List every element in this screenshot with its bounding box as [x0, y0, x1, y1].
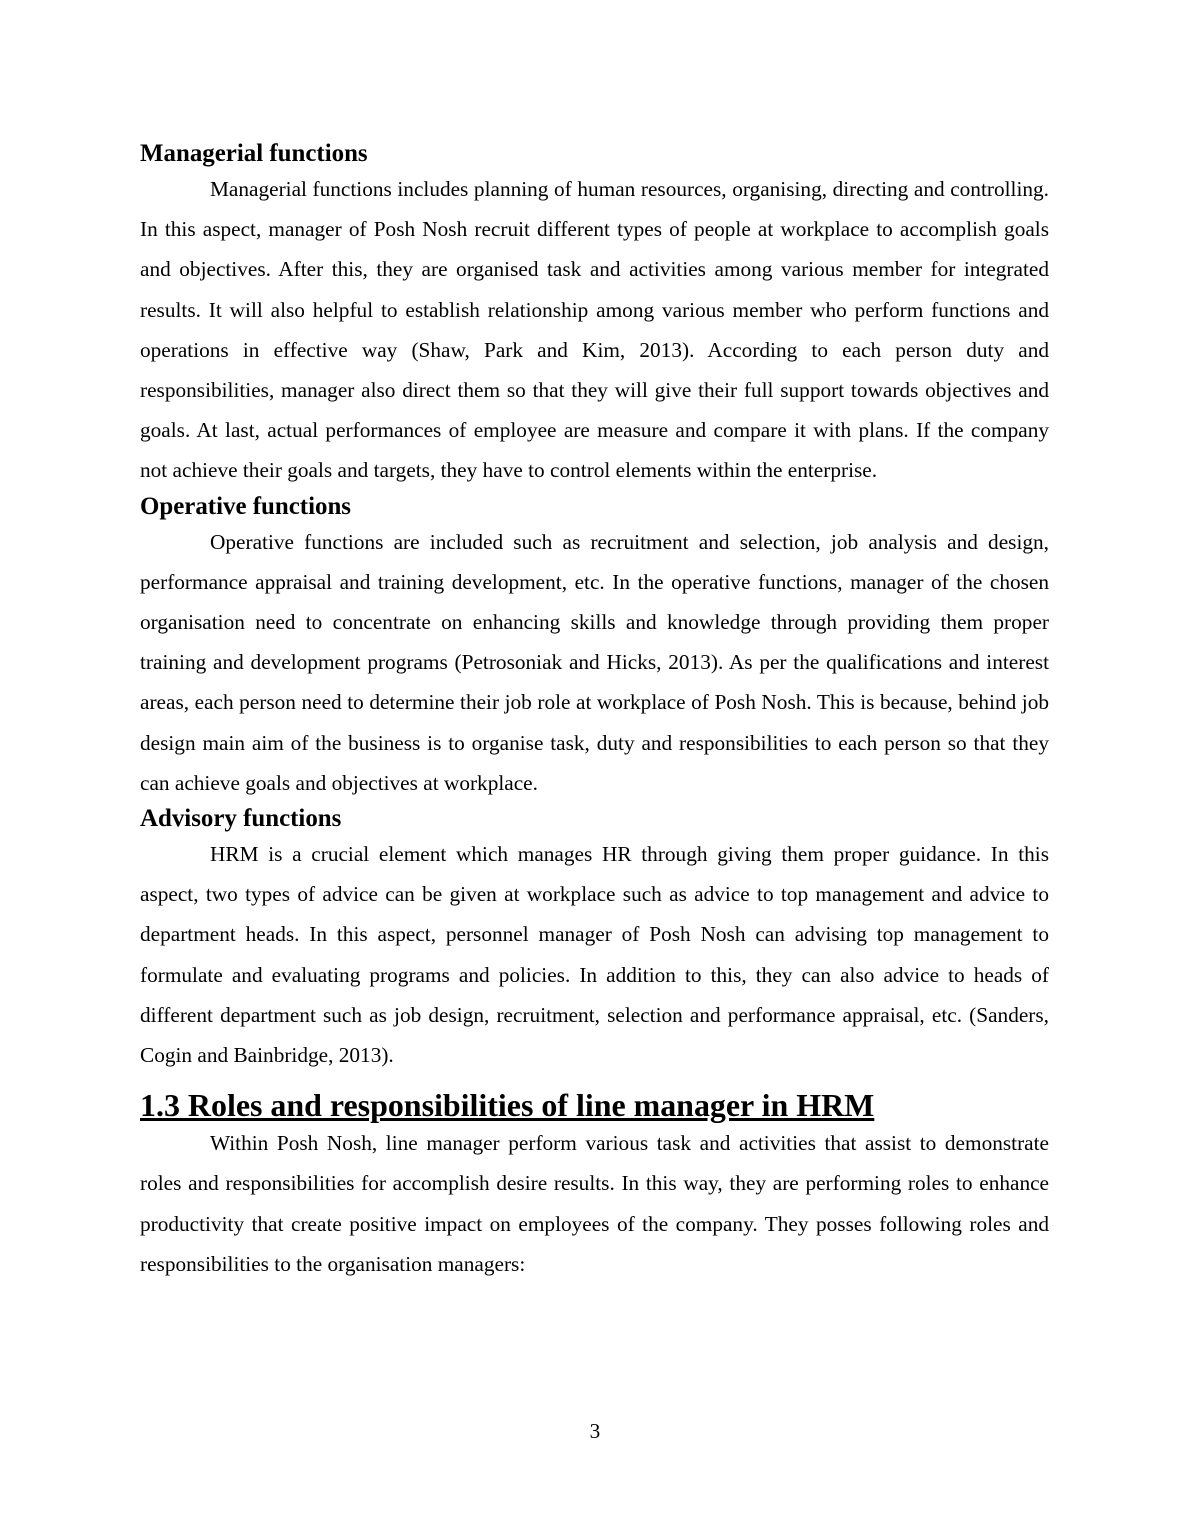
paragraph-managerial: Managerial functions includes planning of human resources, organising, directing and controlling. In this aspect, manager of Posh Nosh recruit different types of people at workplace to accomplish goals and objectives. After this, they are organised task and activities among various member for integrated results. It will also helpful to establish relationship among various member who perform functions and operations in effective way (Shaw, Park and Kim, 2013). According to each person duty and responsibilities, manager also direct them so that they will give their full support towards objectives and goals. At last, actual performances of employee are measure and compare it with plans. If the company not achieve their goals and targets, they have to control elements within the enterprise.	[140, 177, 1049, 483]
paragraph-line-manager: Within Posh Nosh, line manager perform various task and activities that assist to demonstrate roles and responsibilities for accomplish desire results. In this way, they are performing roles to enhance productivity that create positive impact on employees of the company. They posses following roles and responsibilities to the organisation managers:	[140, 1131, 1049, 1276]
paragraph-operative: Operative functions are included such as recruitment and selection, job analysis and design, performance appraisal and training development, etc. In the operative functions, manager of the chosen organisation need to concentrate on enhancing skills and knowledge through providing them proper training and development programs (Petrosoniak and Hicks, 2013). As per the qualifications and interest areas, each person need to determine their job role at workplace of Posh Nosh. This is because, behind job design main aim of the business is to organise task, duty and responsibilities to each person so that they can achieve goals and objectives at workplace.	[140, 529, 1049, 795]
document-page	[140, 138, 1049, 1284]
subsection-title: 1.3 Roles and responsibilities of line manager in HRM	[140, 1088, 875, 1124]
paragraph-advisory: HRM is a crucial element which manages HR through giving them proper guidance. In this aspect, two types of advice can be given at workplace such as advice to top management and advice to department heads. In this aspect, personnel manager of Posh Nosh can advising top management to formulate and evaluating programs and policies. In addition to this, they can also advice to heads of different department such as job design, recruitment, selection and performance appraisal, etc. (Sanders, Cogin and Bainbridge, 2013).	[140, 842, 1049, 1068]
section-heading-operative: Operative functions	[140, 492, 351, 520]
section-heading-managerial: Managerial functions	[140, 140, 368, 167]
section-heading-advisory: Advisory functions	[140, 805, 342, 833]
page-number: 3	[589, 1419, 601, 1443]
